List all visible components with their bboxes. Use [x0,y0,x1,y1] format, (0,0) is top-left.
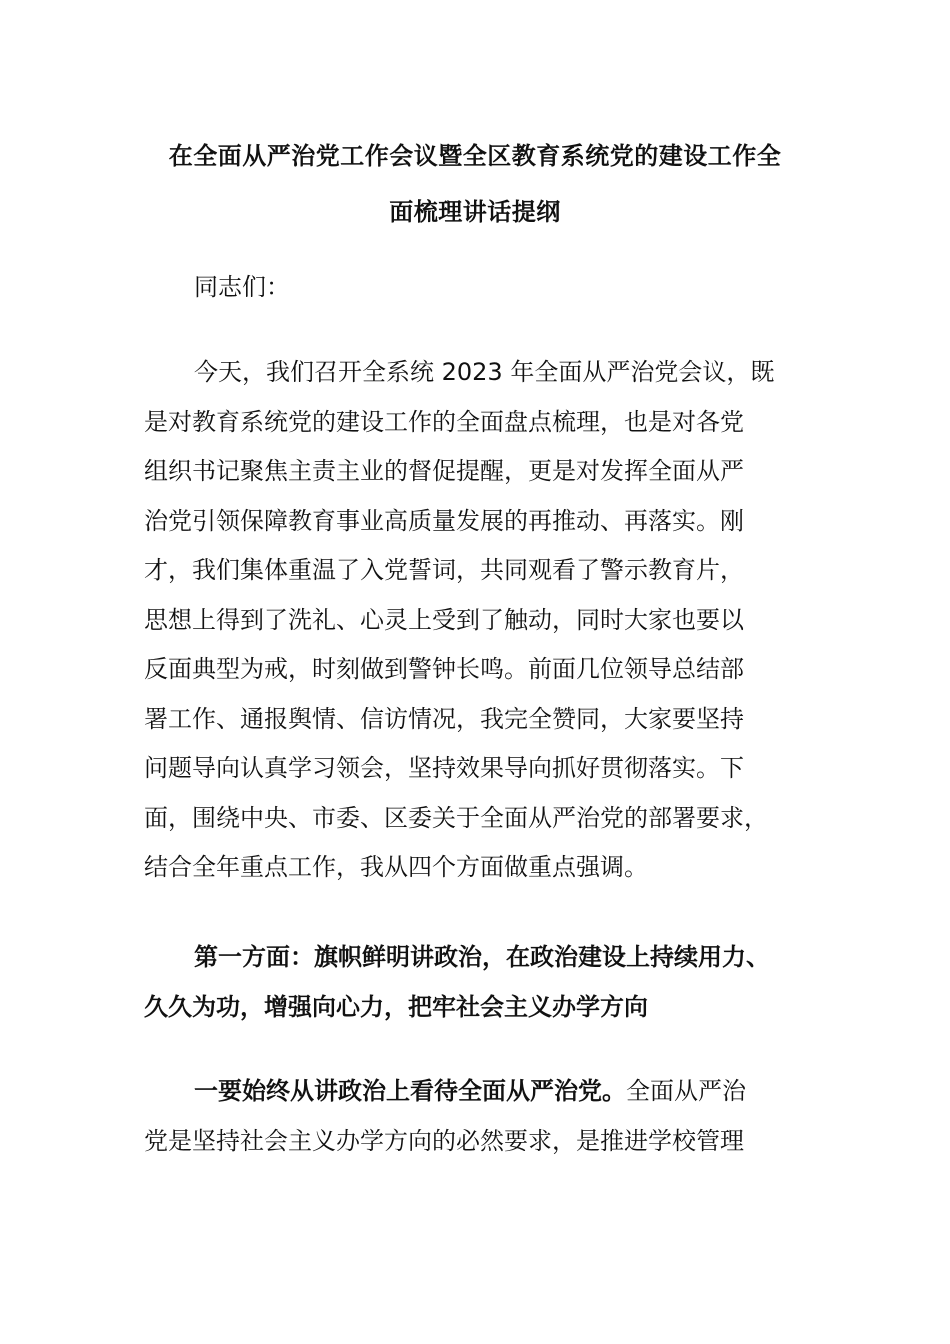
greeting-text: 同志们： [194,273,290,301]
paragraph-line: 反面典型为戒，时刻做到警钟长鸣。前面几位领导总结部 [144,655,744,683]
paragraph-intro [144,348,809,893]
heading-line: 久久为功，增强向心力，把牢社会主义办学方向 [144,992,648,1021]
paragraph-line: 署工作、通报舆情、信访情况，我完全赞同，大家要坚持 [144,704,744,733]
title-line-2: 面梳理讲话提纲 [389,198,561,226]
title-line-1: 在全面从严治党工作会议暨全区教育系统党的建设工作全 [168,142,782,170]
paragraph-line: 党是坚持社会主义办学方向的必然要求，是推进学校管理 [144,1126,744,1155]
heading-line: 第一方面：旗帜鲜明讲政治，在政治建设上持续用力、 [194,943,770,971]
paragraph-line: 思想上得到了洗礼、心灵上受到了触动，同时大家也要以 [144,605,744,634]
paragraph-line: 是对教育系统党的建设工作的全面盘点梳理，也是对各党 [144,407,744,436]
paragraph-line [144,1067,809,1117]
paragraph-line: 面，围绕中央、市委、区委关于全面从严治党的部署要求， [144,803,768,832]
point-text: 全面从严治 [626,1077,746,1105]
paragraph-line: 治党引领保障教育事业高质量发展的再推动、再落实。刚 [144,506,744,535]
paragraph-line: 才，我们集体重温了入党誓词，共同观看了警示教育片， [144,556,744,584]
point-lead: 一要始终从讲政治上看待全面从严治党。 [194,1077,626,1105]
document-title [150,128,800,240]
paragraph-line: 问题导向认真学习领会，坚持效果导向抓好贯彻落实。下 [144,754,744,782]
section-heading-1 [144,933,809,1032]
paragraph-line: 组织书记聚焦主责主业的督促提醒，更是对发挥全面从严 [144,457,744,485]
paragraph-point-1 [144,1067,809,1166]
paragraph-line: 结合全年重点工作，我从四个方面做重点强调。 [144,853,648,881]
paragraph-line: 今天，我们召开全系统 2023 年全面从严治党会议，既 [194,358,775,386]
greeting [144,263,859,313]
